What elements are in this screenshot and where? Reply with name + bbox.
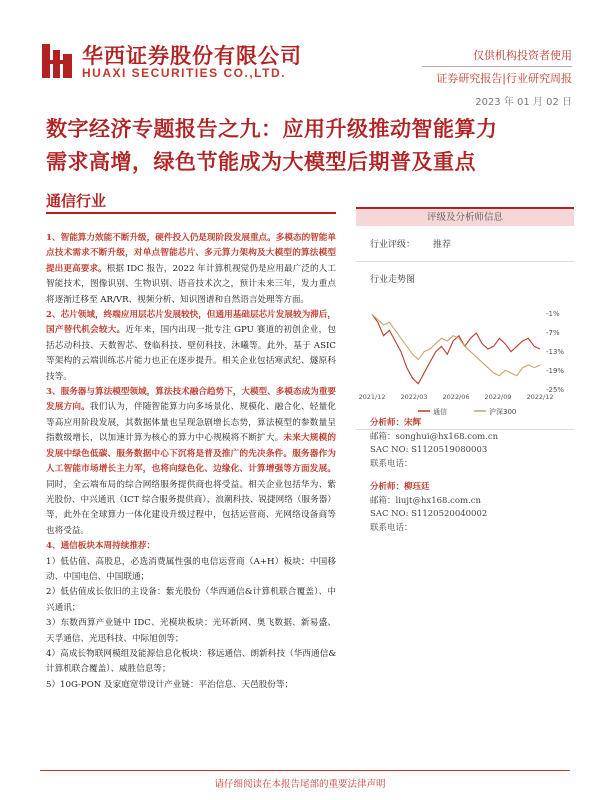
analyst-2-name: 柳珏廷 [404, 482, 430, 492]
report-title [46, 113, 566, 179]
chart-background [368, 303, 574, 419]
analyst-1-phone: 联系电话： [370, 458, 413, 469]
y-tick-label: -19% [546, 367, 565, 375]
recommend-item: 1）低估值、高股息，必选消费属性强的电信运营商（A+H）板块：中国移动、中国电信、中国联通； [46, 556, 336, 582]
paragraph-1 [46, 231, 336, 308]
x-tick-label: 2022/12 [526, 393, 554, 401]
report-title-line2: 需求高增，绿色节能成为大模型后期普及重点 [46, 150, 476, 174]
footer-divider [40, 770, 570, 771]
legend-label: 通信 [433, 408, 447, 416]
analyst-2-email[interactable]: 邮箱：liujt@hx168.com.cn [370, 495, 482, 506]
report-summary [46, 231, 336, 693]
y-tick-label: -13% [546, 348, 565, 356]
analyst-2-phone: 联系电话： [370, 522, 413, 533]
y-tick-label: -1% [546, 310, 560, 318]
report-title-line1: 数字经济专题报告之九：应用升级推动智能算力 [46, 117, 498, 141]
analyst-1-role: 分析师：宋辉 [370, 418, 422, 428]
paragraph-1-text: 根据 IDC 报告，2022 年计算机视觉仍是应用最广泛的人工智能技术，图像识别、生物识别、语音技术次之，预计未来三年，发力重点将逐渐迁移至 AR/VR、视频分析、知识图谱和自然语言处理等方面。 [46, 263, 336, 305]
company-name-cn: 华西证券股份有限公司 [82, 44, 302, 68]
company-logo [42, 44, 72, 78]
paragraph-4-heading: 4、通信板块本周持续推荐： [46, 541, 156, 552]
paragraph-2-highlight: 2、芯片领域，终端应用层芯片发展较快，但通用基础层芯片发展较为滞后，国产替代机会较大。 [46, 310, 336, 336]
analyst-2-role: 分析师：柳珏廷 [370, 482, 430, 492]
legend-label: 沪深300 [489, 408, 517, 416]
sidebar-header: 评级及分析师信息 [356, 207, 574, 226]
legal-notice[interactable]: 请仔细阅读在本报告尾部的重要法律声明 [214, 779, 386, 790]
header-divider [422, 66, 572, 67]
trend-title: 行业走势图 [370, 275, 416, 285]
analyst-1-sac: SAC NO: S1120519080003 [370, 445, 488, 455]
audience-note: 仅供机构投资者使用 [473, 49, 572, 62]
industry-rating [370, 237, 451, 250]
analyst-2-sac: SAC NO: S1120520040002 [370, 509, 488, 519]
report-category: 证券研究报告|行业研究周报 [436, 72, 572, 85]
y-tick-label: -7% [546, 329, 560, 337]
sidebar-divider [356, 261, 574, 262]
paragraph-2 [46, 308, 336, 385]
rating-value: 推荐 [433, 240, 452, 250]
report-date: 2023 年 01 月 02 日 [475, 97, 572, 108]
paragraph-3-highlight: 3、服务器与算法模型领域，算法技术融合趋势下，大模型、多模态成为重要发展方向。 [46, 387, 336, 413]
paragraph-2-text: 近年来，国内出现一批专注 GPU 赛道的初创企业，包括芯动科技、天数智芯、登临科技、壁仞科技、沐曦等。此外，基于 ASIC 等架构的云端训练芯片能力也正在逐步提升。相关企业包括寒武纪、燧原科技等。 [46, 325, 336, 382]
company-name-en: HUAXI SECURITIES CO.,LTD. [82, 66, 286, 80]
analyst-1-name: 宋辉 [404, 418, 422, 428]
analyst-2 [370, 481, 487, 535]
industry-heading: 通信行业 [46, 192, 107, 210]
x-tick-label: 2022/06 [442, 393, 470, 401]
recommend-item: 3）东数西算产业链中 IDC、光模块板块：光环新网、奥飞数据、新易盛、天孚通信、光迅科技、中际旭创等； [46, 618, 336, 644]
x-tick-label: 2021/12 [358, 393, 386, 401]
paragraph-1-highlight: 1、智能算力效能不断升级，硬件投入仍是现阶段发展重点。多模态的智能单点技术需求不断升级，对单点智能芯片、多元算力架构及大模型的算法模型提出更高要求。 [46, 233, 336, 274]
rating-label: 行业评级： [370, 240, 416, 250]
sidebar [356, 207, 574, 533]
recommend-item: 4）高成长物联网模组及能源信息化板块：移远通信、朗新科技（华西通信&计算机联合覆盖）、威胜信息等； [46, 648, 336, 675]
recommend-item: 2）低估值成长依旧的主设备：紫光股份（华西通信&计算机联合覆盖）、中兴通讯； [46, 587, 336, 613]
x-tick-label: 2022/09 [484, 393, 512, 401]
industry-divider [46, 212, 336, 214]
paragraph-3 [46, 385, 336, 539]
paragraph-3-text: 我们认为，伴随智能算力向多场景化、规模化、融合化、轻量化等高应用阶段发展，其数据体量也呈现急剧增长态势，算法模型的参数量呈指数级增长，以加速计算为核心的算力中心规模将不断扩大。 [46, 402, 336, 444]
y-tick-label: -25% [546, 386, 565, 394]
analyst-1 [370, 417, 498, 471]
x-tick-label: 2022/03 [400, 393, 428, 401]
trend-chart [358, 303, 574, 419]
paragraph-3-highlight-2: 未来大规模的发展中绿色低碳、服务数据中心下沉将是普及推广的先决条件。服务器作为人工智能市场增长主力军，也将向绿色化、边缘化、计算增强等方面发展。 [46, 433, 336, 475]
recommend-item: 5）10G-PON 及家庭宽带设计产业链：平治信息、天邑股份等； [46, 679, 294, 690]
analyst-1-email[interactable]: 邮箱：songhui@hx168.com.cn [370, 431, 499, 442]
paragraph-3-text-2: 同时，全云端布局的综合网络服务提供商也将受益。相关企业包括华为、紫光股份、中兴通讯（ICT 综合服务提供商）、浪潮科技、锐捷网络（服务器）等，此外在全球算力一体化建设升级过程中，包括运营商、光网络设备商等也将受益。 [46, 479, 336, 536]
